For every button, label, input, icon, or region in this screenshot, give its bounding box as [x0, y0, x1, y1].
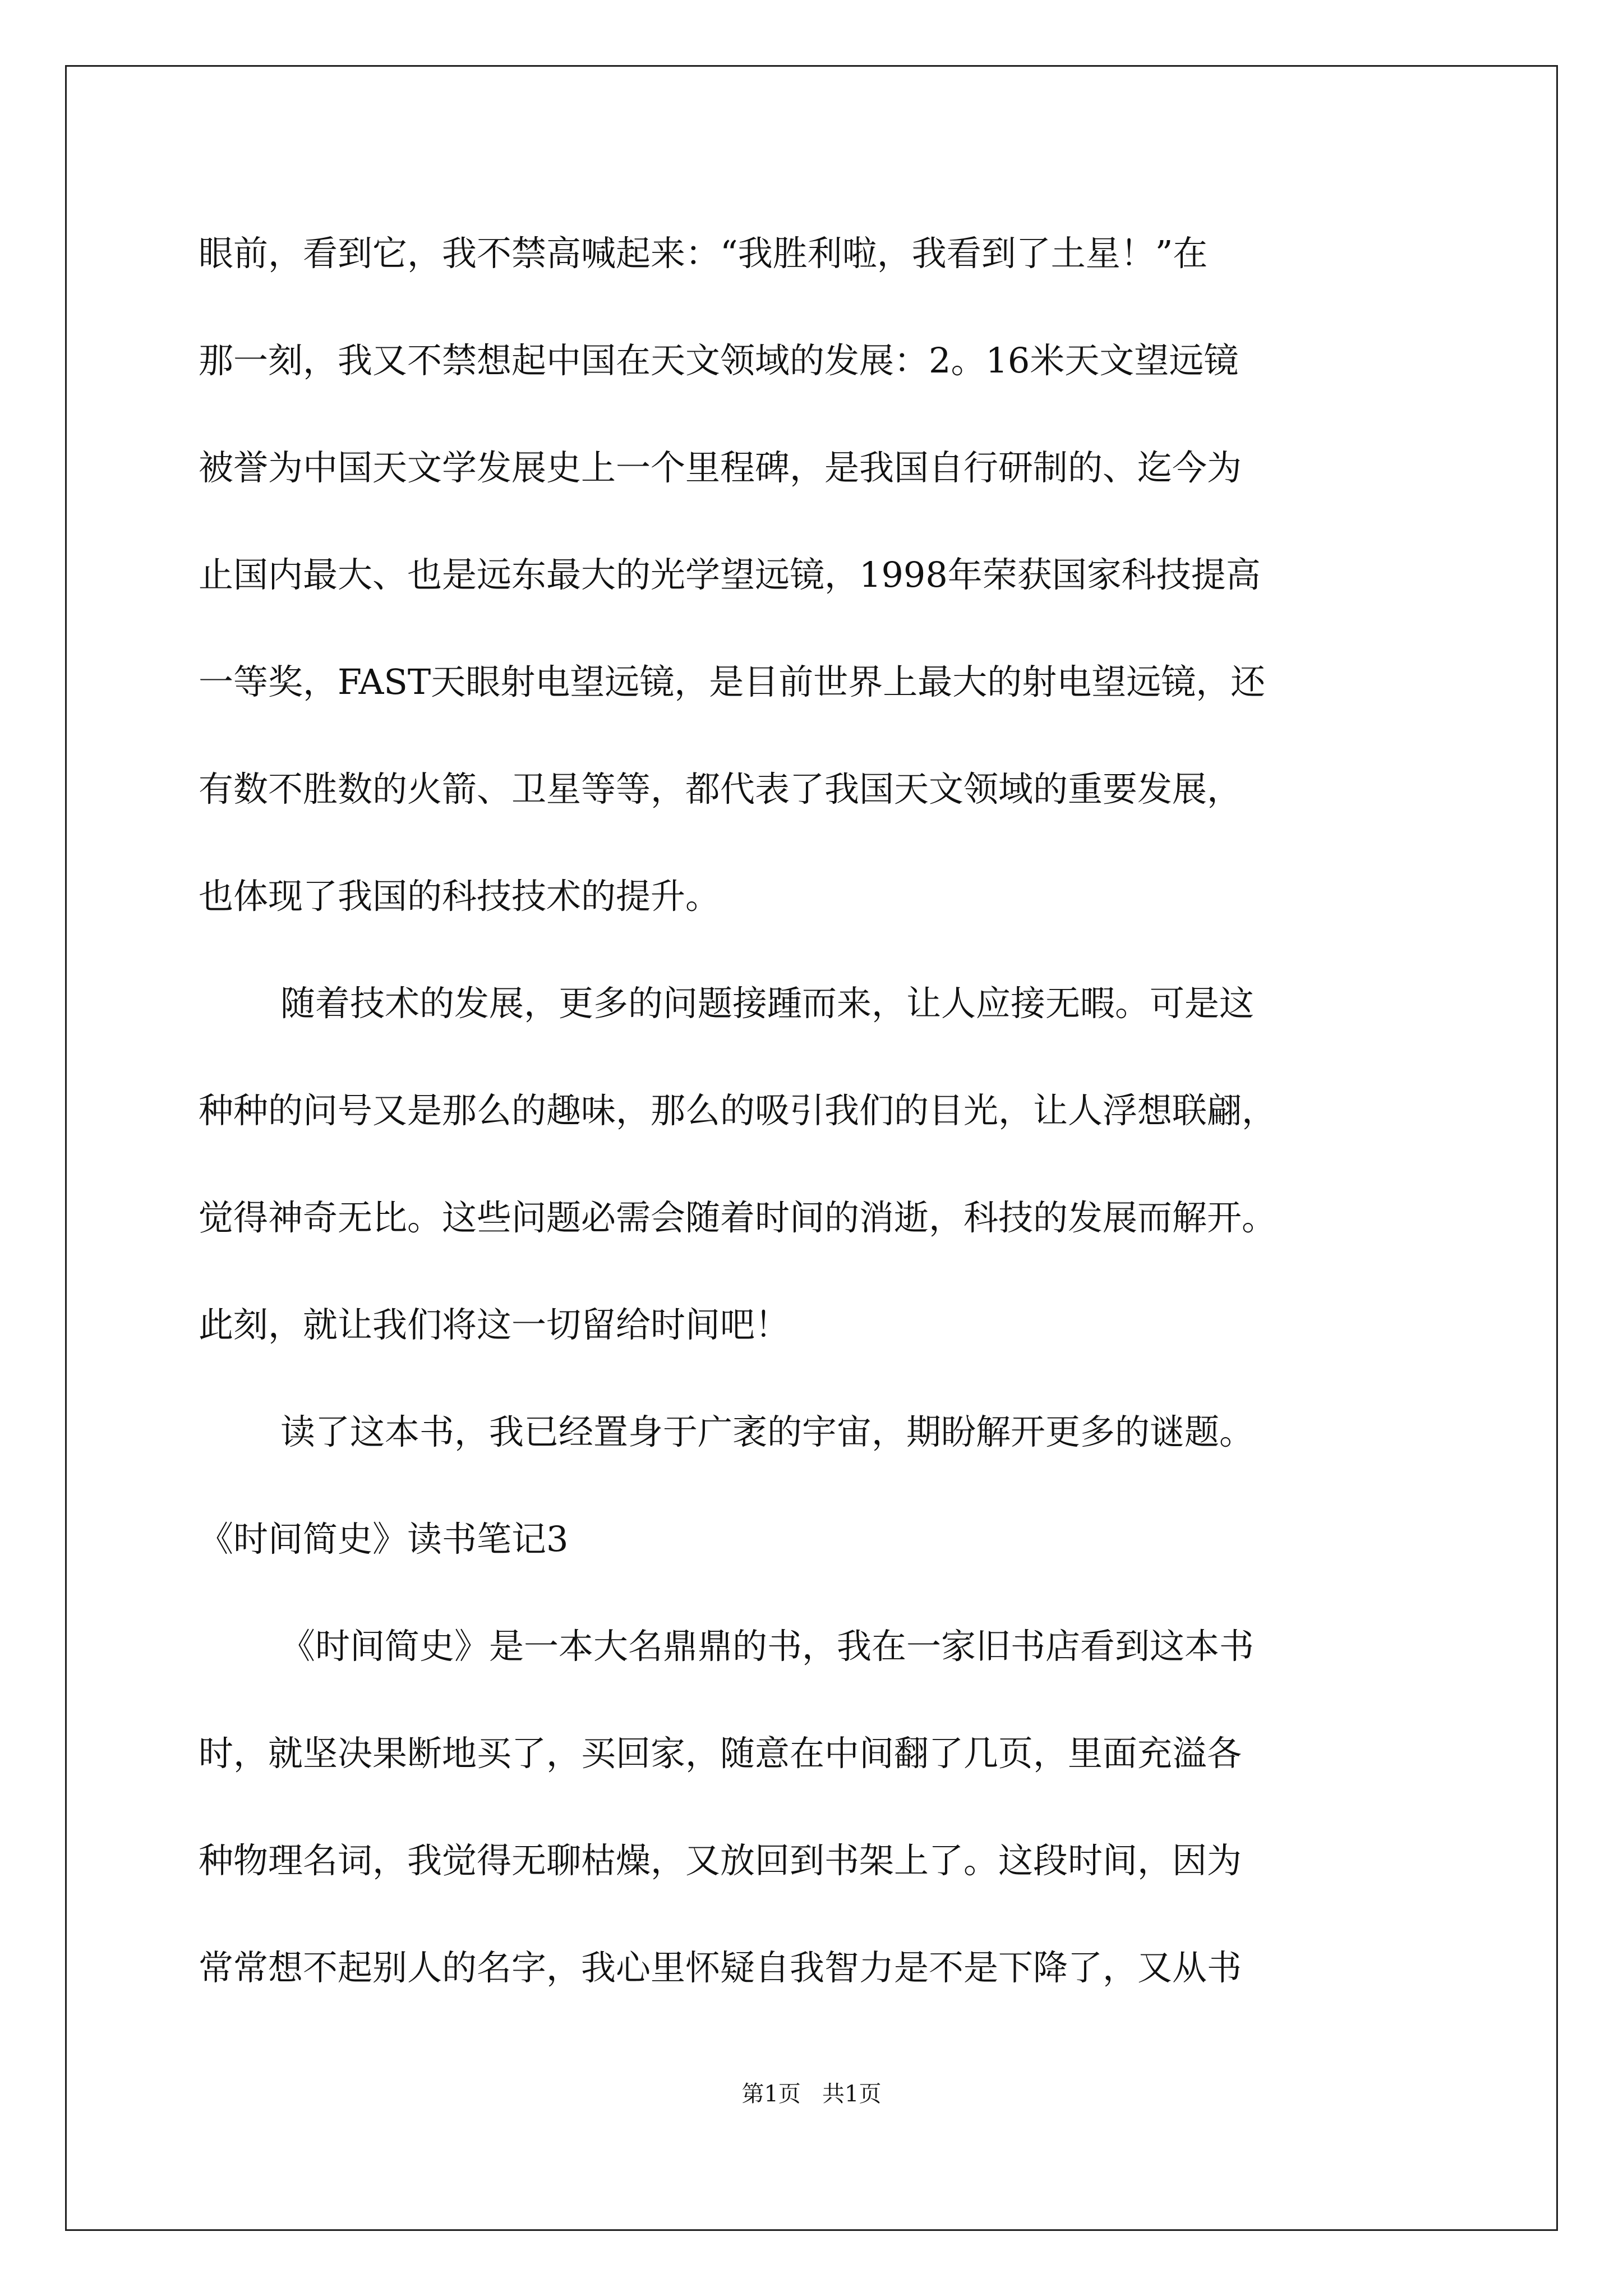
text-line: 那一刻，我又不禁想起中国在天文领域的发展：2。16米天文望远镜: [199, 340, 1239, 381]
text-line: 常常想不起别人的名字，我心里怀疑自我智力是不是下降了，又从书: [199, 1947, 1242, 1988]
text-line: 有数不胜数的火箭、卫星等等，都代表了我国天文领域的重要发展，: [199, 769, 1242, 809]
text-line: 此刻，就让我们将这一切留给时间吧！: [199, 1304, 790, 1345]
text-line: 止国内最大、也是远东最大的光学望远镜，1998年荣获国家科技提高: [199, 554, 1261, 595]
text-line: 种物理名词，我觉得无聊枯燥，又放回到书架上了。这段时间，因为: [199, 1840, 1242, 1881]
paragraph-start-line: 《时间简史》是一本大名鼎鼎的书，我在一家旧书店看到这本书: [280, 1626, 1255, 1667]
paragraph-start-line: 读了这本书，我已经置身于广袤的宇宙，期盼解开更多的谜题。: [280, 1411, 1255, 1452]
text-line: 被誉为中国天文学发展史上一个里程碑，是我国自行研制的、迄今为: [199, 447, 1242, 488]
text-line: 也体现了我国的科技技术的提升。: [199, 876, 721, 917]
paragraph-start-line: 随着技术的发展，更多的问题接踵而来，让人应接无暇。可是这: [280, 983, 1255, 1024]
text-line: 觉得神奇无比。这些问题必需会随着时间的消逝，科技的发展而解开。: [199, 1197, 1277, 1238]
text-line: 时，就坚决果断地买了，买回家，随意在中间翻了几页，里面充溢各: [199, 1733, 1242, 1774]
text-line: 种种的问号又是那么的趣味，那么的吸引我们的目光，让人浮想联翩，: [199, 1090, 1277, 1131]
page-footer: 第1页 共1页: [741, 2081, 882, 2107]
page-border: [65, 65, 1558, 2231]
text-line: 眼前，看到它，我不禁高喊起来：“我胜利啦，我看到了土星！”在: [199, 233, 1208, 274]
text-line: 一等奖，FAST天眼射电望远镜，是目前世界上最大的射电望远镜，还: [199, 661, 1266, 702]
section-heading: 《时间简史》读书笔记3: [199, 1519, 569, 1559]
